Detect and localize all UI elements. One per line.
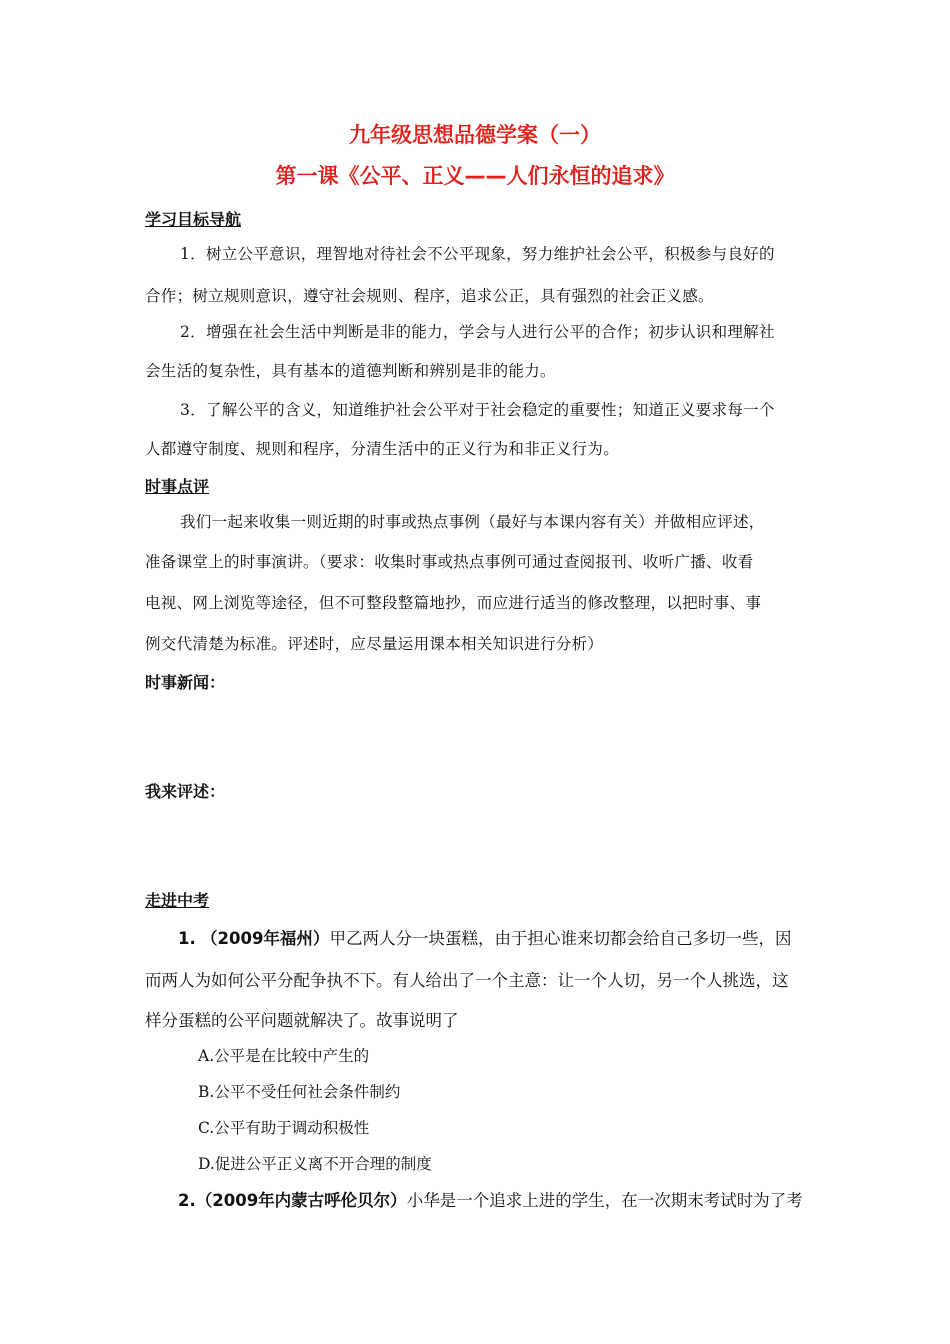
current-affairs-heading: 时事点评	[145, 477, 210, 496]
worksheet-title: 九年级思想品德学案（一）	[349, 123, 601, 147]
question-1-line: 而两人为如何公平分配争执不下。有人给出了一个主意：让一个人切，另一个人挑选，这	[145, 971, 789, 990]
question-source: （2009年内蒙古呼伦贝尔）	[195, 1191, 407, 1210]
current-affairs-line: 我们一起来收集一则近期的时事或热点事例（最好与本课内容有关）并做相应评述，	[180, 513, 765, 531]
question-source: （2009年福州）	[201, 929, 330, 948]
option-c: C.公平有助于调动积极性	[198, 1119, 370, 1137]
goal-line: 1．树立公平意识，理智地对待社会不公平现象，努力维护社会公平，积极参与良好的	[180, 245, 775, 263]
option-b: B.公平不受任何社会条件制约	[198, 1083, 401, 1101]
current-affairs-line: 例交代清楚为标准。评述时，应尽量运用课本相关知识进行分析）	[145, 635, 604, 653]
goal-line: 合作；树立规则意识，遵守社会规则、程序，追求公正，具有强烈的社会正义感。	[145, 287, 714, 305]
comment-label: 我来评述：	[145, 782, 226, 801]
goal-line: 3．了解公平的含义，知道维护社会公平对于社会稳定的重要性；知道正义要求每一个	[180, 401, 775, 419]
question-1-line	[178, 925, 791, 949]
question-number: 1.	[178, 929, 196, 948]
current-affairs-line: 准备课堂上的时事演讲。（要求：收集时事或热点事例可通过查阅报刊、收听广播、收看	[145, 553, 754, 571]
exam-heading: 走进中考	[145, 891, 210, 910]
goal-line: 人都遵守制度、规则和程序，分清生活中的正义行为和非正义行为。	[145, 440, 620, 458]
current-affairs-line: 电视、网上浏览等途径，但不可整段整篇地抄，而应进行适当的修改整理，以把时事、事	[145, 594, 762, 612]
option-a: A.公平是在比较中产生的	[198, 1047, 370, 1065]
question-2-line	[178, 1187, 803, 1211]
question-text: 小华是一个追求上进的学生，在一次期末考试时为了考	[406, 1191, 803, 1210]
question-text: 甲乙两人分一块蛋糕，由于担心谁来切都会给自己多切一些，因	[329, 929, 792, 948]
question-1-line: 样分蛋糕的公平问题就解决了。故事说明了	[145, 1011, 459, 1030]
lesson-title: 第一课《公平、正义——人们永恒的追求》	[275, 164, 675, 188]
option-d: D.促进公平正义离不开合理的制度	[198, 1155, 432, 1173]
goal-line: 会生活的复杂性，具有基本的道德判断和辨别是非的能力。	[145, 362, 556, 380]
news-label: 时事新闻：	[145, 673, 226, 692]
goal-line: 2．增强在社会生活中判断是非的能力，学会与人进行公平的合作；初步认识和理解社	[180, 323, 775, 341]
goals-heading: 学习目标导航	[145, 210, 242, 229]
question-number: 2.	[178, 1191, 196, 1210]
